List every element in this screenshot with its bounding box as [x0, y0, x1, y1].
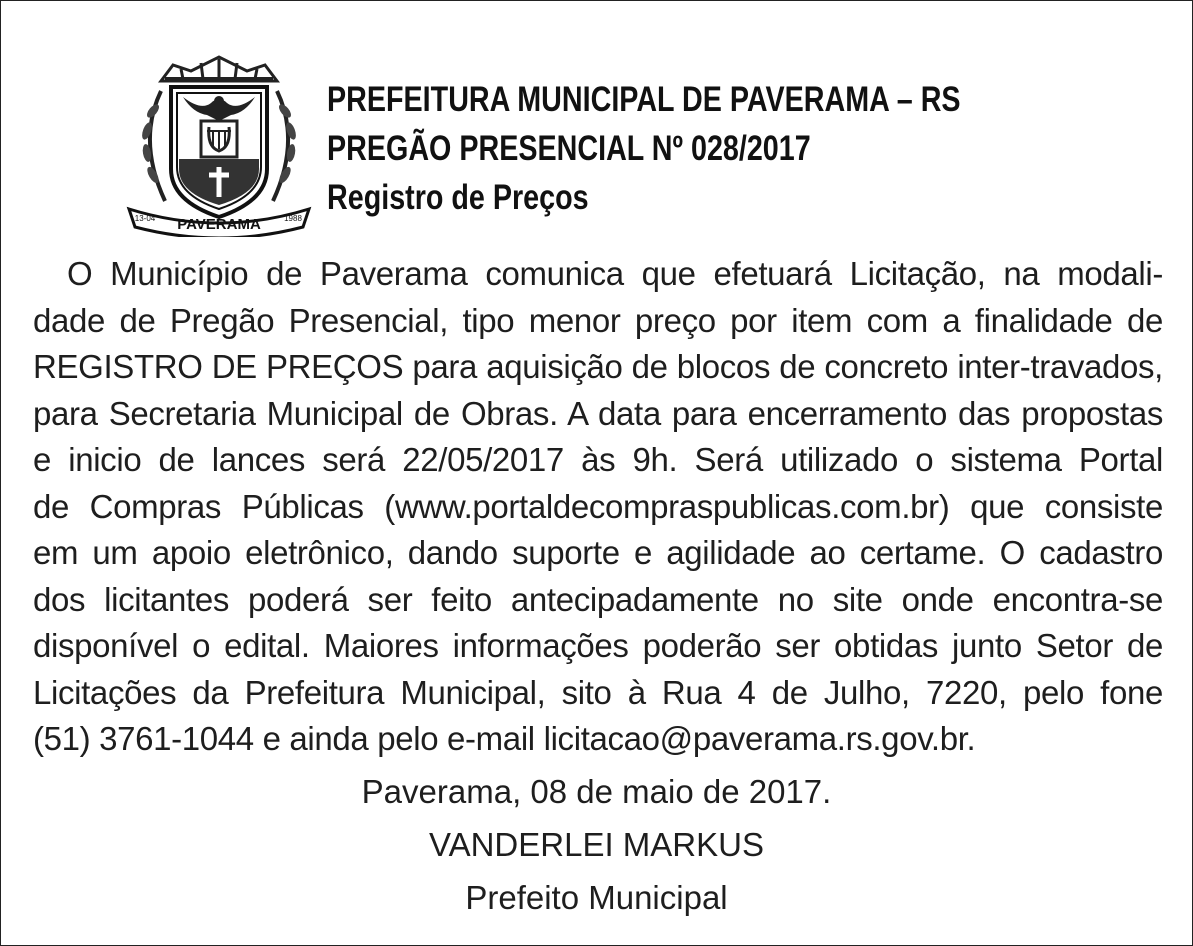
notice-body [33, 251, 1163, 763]
body-line: disponível o edital. Maiores informações poderão ser obtidas junto Setor de [33, 627, 1163, 664]
body-line: O Município de Paverama comunica que efetuará Licitação, na modali- [67, 255, 1163, 292]
signature-block [1, 765, 1192, 924]
body-line: para Secretaria Municipal de Obras. A data para encerramento das propostas [33, 394, 1163, 432]
body-line: e inicio de lances será 22/05/2017 às 9h. Será utilizado o sistema Portal [33, 441, 1163, 478]
signatory-title: Prefeito Municipal [465, 879, 728, 916]
crest-left-date: 13-04 [134, 214, 156, 223]
crest-banner-text: PAVERAMA [177, 216, 261, 233]
body-line: em um apoio eletrônico, dando suporte e agilidade ao certame. O cadastro [33, 534, 1163, 571]
signatory-name: VANDERLEI MARKUS [429, 826, 764, 863]
body-line: REGISTRO DE PREÇOS para aquisição de blocos de concreto inter-travados, [33, 348, 1163, 385]
header-subtitle: Registro de Preços [327, 178, 589, 217]
municipal-coat-of-arms [121, 51, 317, 237]
body-line: Licitações da Prefeitura Municipal, sito à Rua 4 de Julho, 7220, pelo fone [33, 673, 1163, 711]
body-line: dos licitantes poderá ser feito antecipadamente no site onde encontra-se [33, 580, 1163, 618]
header-procurement-number: PREGÃO PRESENCIAL Nº 028/2017 [327, 129, 811, 168]
signature-date: Paverama, 08 de maio de 2017. [361, 773, 832, 810]
body-line: dade de Pregão Presencial, tipo menor preço por item com a finalidade de [33, 301, 1163, 339]
body-line: de Compras Públicas (www.portaldecompraspublicas.com.br) que consiste [33, 487, 1163, 525]
notice-header [327, 75, 961, 222]
crest-right-year: 1988 [284, 214, 302, 223]
header-municipality: PREFEITURA MUNICIPAL DE PAVERAMA – RS [327, 80, 961, 119]
body-line: (51) 3761-1044 e ainda pelo e-mail licitacao@paverama.rs.gov.br. [33, 720, 976, 757]
